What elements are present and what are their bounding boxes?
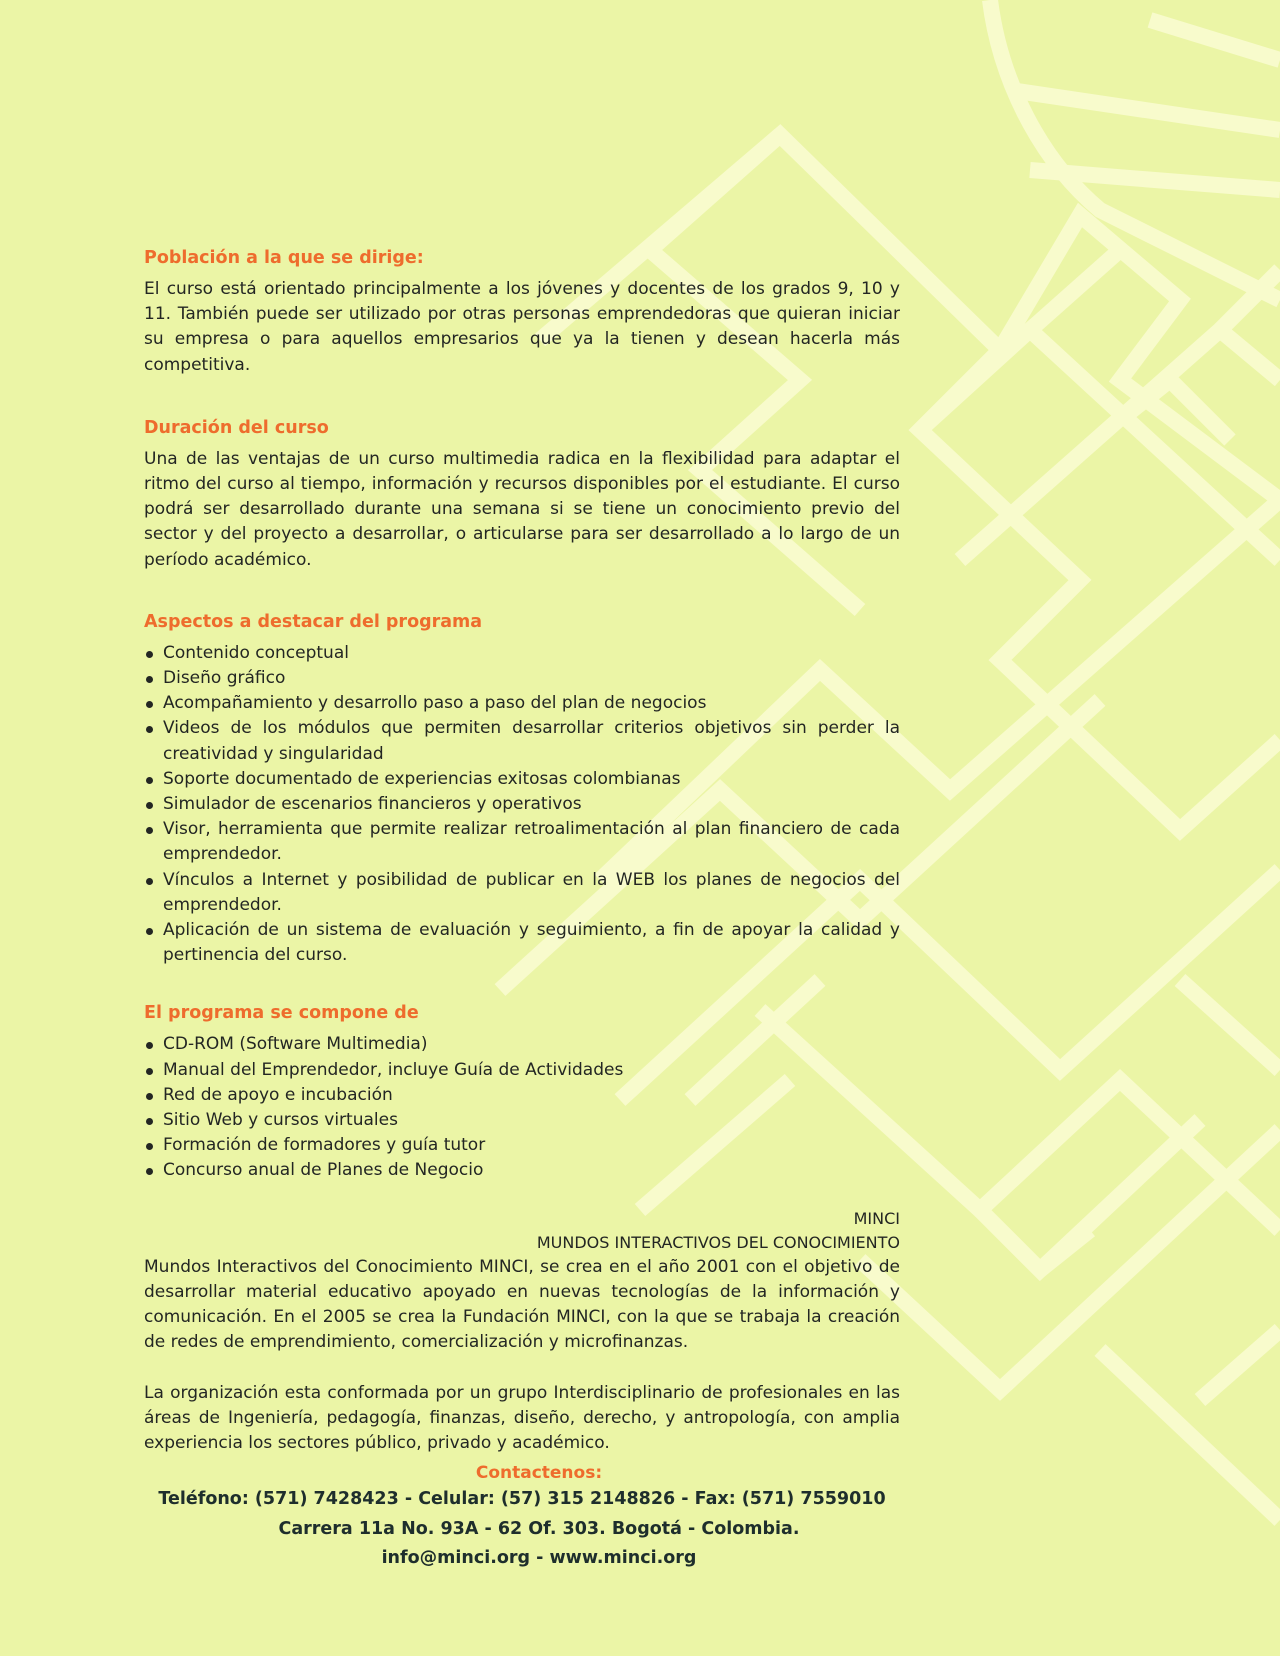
list-item: Visor, herramienta que permite realizar retroalimentación al plan financiero de cada emprendedor. (144, 817, 900, 867)
list-item: Aplicación de un sistema de evaluación y seguimiento, a fin de apoyar la calidad y pertinencia del curso. (144, 918, 900, 968)
bullet-icon (146, 1068, 153, 1075)
bullet-icon (146, 1118, 153, 1125)
bullet-icon (146, 878, 153, 885)
aspectos-heading: Aspectos a destacar del programa (144, 611, 483, 632)
list-item: Contenido conceptual (144, 641, 900, 666)
main-content (144, 246, 900, 1456)
contact-title: Contactenos: (475, 1463, 603, 1483)
bullet-icon (146, 1143, 153, 1150)
list-item: Diseño gráfico (144, 666, 900, 691)
list-item: Manual del Emprendedor, incluye Guía de Actividades (144, 1058, 900, 1083)
list-item: CD-ROM (Software Multimedia) (144, 1032, 900, 1057)
bullet-icon (146, 1042, 153, 1049)
bullet-icon (146, 726, 153, 733)
list-item: Acompañamiento y desarrollo paso a paso del plan de negocios (144, 691, 900, 716)
bullet-icon (146, 777, 153, 784)
contact-web: info@minci.org - www.minci.org (381, 1548, 697, 1568)
duracion-text: Una de las ventajas de un curso multimedia radica en la flexibilidad para adaptar el ritmo del curso al tiempo, información y recursos disponibles por el estudiante. El curso podrá ser desarrollado durante una semana si se tiene un conocimiento previo del sector y del proyecto a desarrollar, o articularse para ser desarrollado a lo largo de un período académico. (144, 448, 900, 570)
contact-address: Carrera 11a No. 93A - 62 Of. 303. Bogotá - Colombia. (278, 1518, 800, 1539)
minci-paragraph-1: Mundos Interactivos del Conocimiento MINCI, se crea en el año 2001 con el objetivo de desarrollar material educativo apoyado en nuevas tecnologías de la información y comunicación. En el 2005 se crea la Fundación MINCI, con la que se trabaja la creación de redes de emprendimiento, comercialización y microfinanzas. (144, 1256, 900, 1353)
minci-section (144, 1207, 900, 1456)
bullet-icon (146, 651, 153, 658)
list-item: Soporte documentado de experiencias exitosas colombianas (144, 767, 900, 792)
duracion-heading: Duración del curso (144, 417, 329, 438)
list-item: Sitio Web y cursos virtuales (144, 1108, 900, 1133)
bullet-icon (146, 701, 153, 708)
minci-acronym: MINCI (853, 1208, 900, 1228)
contact-block (144, 1461, 900, 1574)
bullet-icon (146, 928, 153, 935)
list-item: Concurso anual de Planes de Negocio (144, 1158, 900, 1183)
list-item: Simulador de escenarios financieros y operativos (144, 792, 900, 817)
programa-list (144, 1032, 900, 1183)
aspectos-list (144, 641, 900, 969)
poblacion-heading: Población a la que se dirige: (144, 248, 424, 268)
bullet-icon (146, 676, 153, 683)
minci-paragraph-2: La organización esta conformada por un grupo Interdisciplinario de profesionales en las áreas de Ingeniería, pedagogía, finanzas, diseño, derecho, y antropología, con amplia experiencia los sectores público, privado y académico. (144, 1382, 900, 1453)
minci-full-name: MUNDOS INTERACTIVOS DEL CONOCIMIENTO (536, 1232, 900, 1252)
contact-phones: Teléfono: (571) 7428423 - Celular: (57) 315 2148826 - Fax: (571) 7559010 (158, 1489, 886, 1509)
list-item: Videos de los módulos que permiten desarrollar criterios objetivos sin perder la creatividad y singularidad (144, 716, 900, 766)
list-item: Formación de formadores y guía tutor (144, 1133, 900, 1158)
list-item: Vínculos a Internet y posibilidad de publicar en la WEB los planes de negocios del emprendedor. (144, 868, 900, 918)
bullet-icon (146, 1093, 153, 1100)
bullet-icon (146, 802, 153, 809)
bullet-icon (146, 1168, 153, 1175)
list-item: Red de apoyo e incubación (144, 1083, 900, 1108)
programa-heading: El programa se compone de (144, 1003, 419, 1024)
poblacion-text: El curso está orientado principalmente a los jóvenes y docentes de los grados 9, 10 y 11. También puede ser utilizado por otras personas emprendedoras que quieran iniciar su empresa o para aquellos empresarios que ya la tienen y desean hacerla más competitiva. (144, 279, 900, 375)
bullet-icon (146, 827, 153, 834)
